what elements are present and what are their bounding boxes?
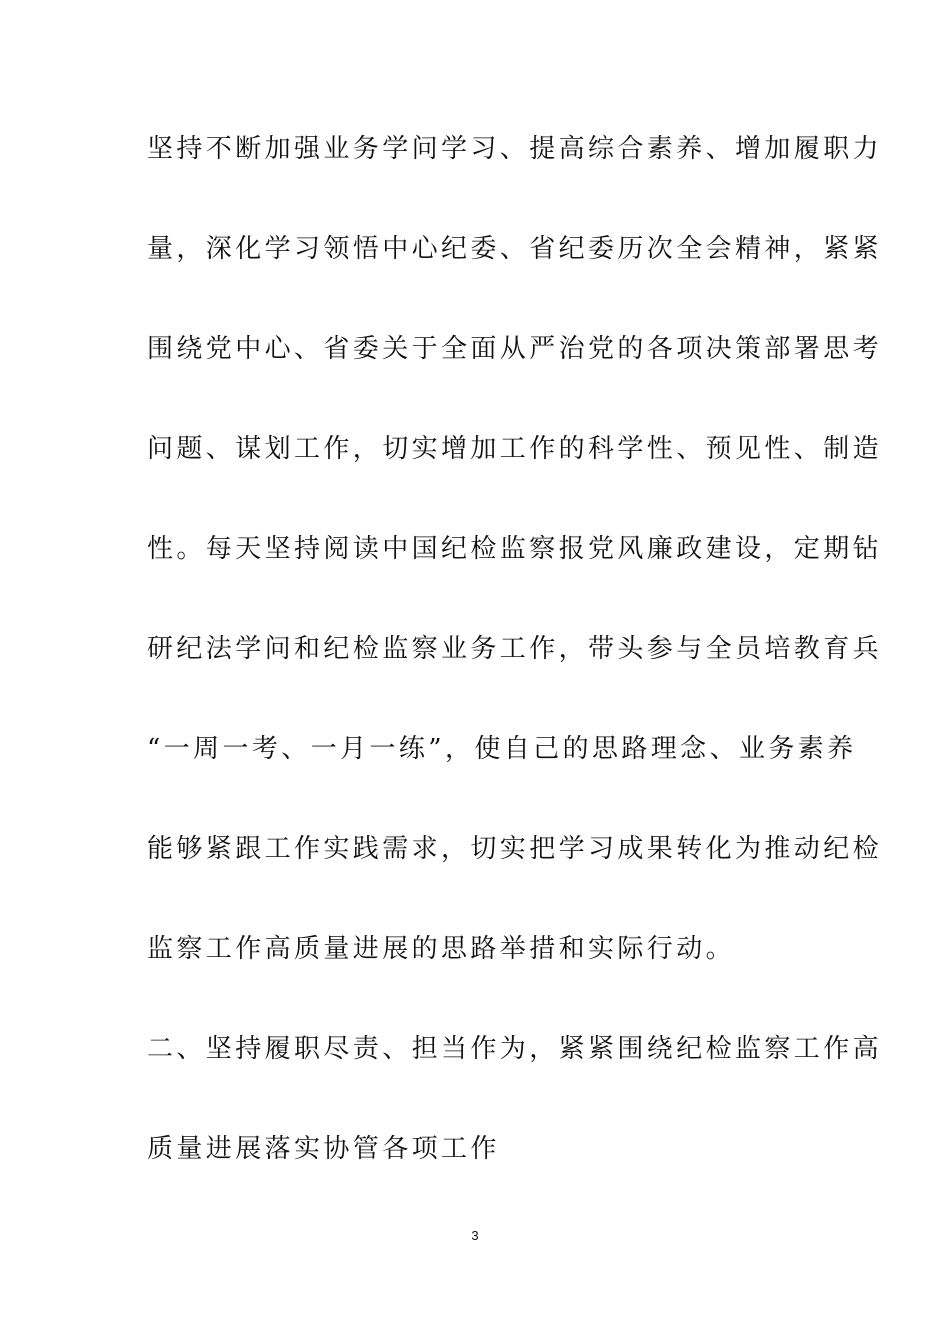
paragraph-line: 围绕党中心、省委关于全面从严治党的各项决策部署思考: [147, 334, 883, 364]
paragraph-line: 问题、谋划工作，切实增加工作的科学性、预见性、制造: [147, 434, 883, 464]
paragraph-line: “一周一考、一月一练”，使自己的思路理念、业务素养: [147, 734, 857, 764]
page-number: 3: [471, 1228, 479, 1243]
paragraph-line: 量，深化学习领悟中心纪委、省纪委历次全会精神，紧紧: [147, 234, 883, 264]
paragraph-line: 能够紧跟工作实践需求，切实把学习成果转化为推动纪检: [147, 834, 883, 864]
paragraph-line: 监察工作高质量进展的思路举措和实际行动。: [147, 934, 736, 964]
paragraph-line: 坚持不断加强业务学问学习、提高综合素养、增加履职力: [147, 134, 883, 164]
paragraph-line: 性。每天坚持阅读中国纪检监察报党风廉政建设，定期钻: [147, 534, 883, 564]
paragraph-line: 研纪法学问和纪检监察业务工作，带头参与全员培教育兵: [147, 634, 883, 664]
section-heading-line: 质量进展落实协管各项工作: [147, 1134, 500, 1164]
section-heading-line: 二、坚持履职尽责、担当作为，紧紧围绕纪检监察工作高: [147, 1034, 883, 1064]
